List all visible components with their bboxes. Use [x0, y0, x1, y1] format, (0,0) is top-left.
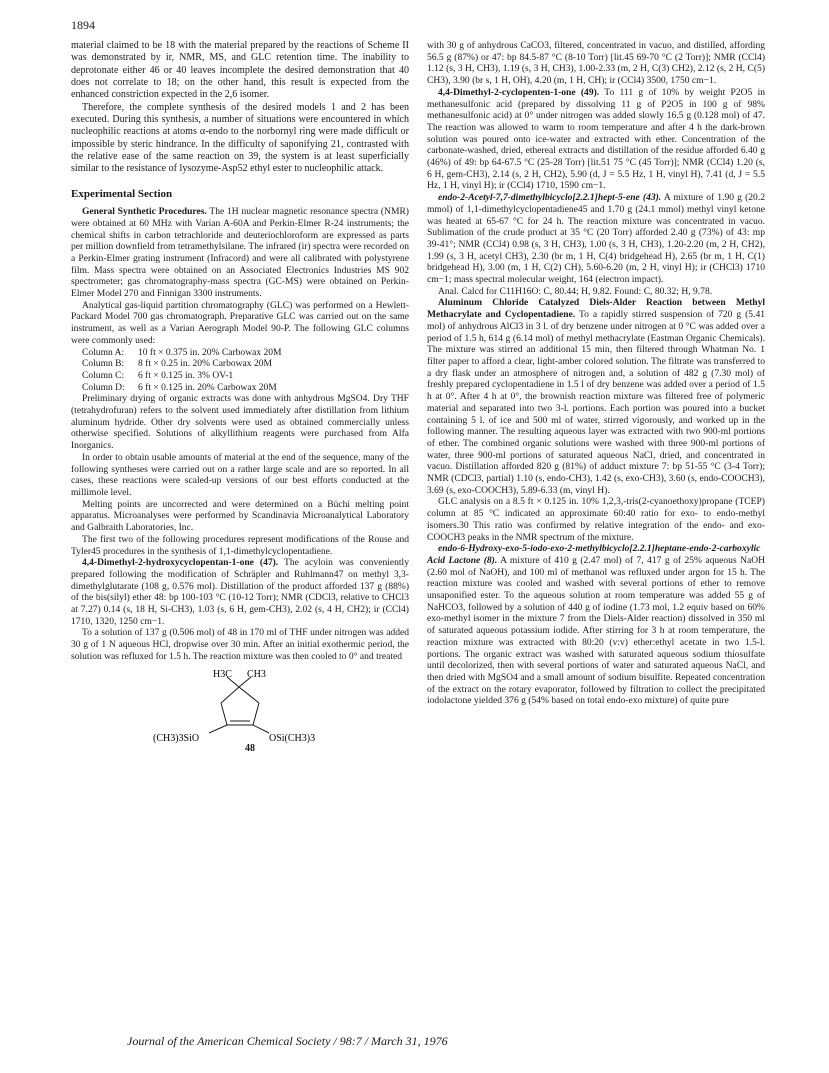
glc-paragraph: Analytical gas-liquid partition chromatography (GLC) was performed on a Hewlett-Packard Model 700 gas chromatograph. Preparative GLC was carried out on the same instrument, as well as a Varian Aerograph Model 90-P. The following GLC columns were commonly used:: [71, 299, 409, 346]
acetyl-body: A mixture of 1.90 g (20.2 mmol) of 1,1-dimethylcyclopentadiene45 and 1.70 g (24.1 mmol) methyl vinyl ketone was heated at 65-67 °C for 24 h. The reaction mixture was concentrated in vacuo. Sublimation of the crude product at 35 °C (20 Torr) afforded 2.40 g (73%) of 43: mp 39-41°; NMR (CCl4) 0.98 (s, 3 H, CH3), 1.00 (s, 3 H, CH3), 1.20-2.20 (m, 2 H, CH2), 1.99 (s, 3 H, acetyl CH3), 2.30 (br m, 1 H, C(4) bridgehead H), 2.65 (br m, 1 H, C(1) bridgehead H), 3.00 (m, 1 H, C(2) CH), 5.60-6.20 (m, 2 H, vinyl H); ir (CHCl3) 1710 cm−1; mass spectral molecular weight, 164 (electron impact).: [427, 192, 765, 286]
page-number: 1894: [71, 18, 95, 32]
intro-paragraph-1: material claimed to be 18 with the material prepared by the reactions of Scheme II was demonstrated by ir, NMR, MS, and GLC retention time. The inability to deprotonate either 46 or 40 leaves incomplete the desired demonstration that 40 does not correlate to 18; on the other hand, this result is expected from the enhanced constriction expected in the 2,6 isomer.: [71, 40, 409, 101]
glc-analysis-paragraph: GLC analysis on a 8.5 ft × 0.125 in. 10% 1,2,3,-tris(2-cyanoethoxy)propane (TCEP) column at 85 °C indicated an approximate 60:40 ratio for exo- to endo-methyl isomers.30 This ratio was confirmed by relative integration of the endo- and exo-COOCH3 peaks in the NMR spectrum of the mixture.: [427, 496, 765, 543]
glc-column-spec: 6 ft × 0.125 in. 3% OV-1: [138, 369, 234, 381]
lactone-paragraph: [427, 543, 765, 707]
glc-column-row: [82, 358, 409, 370]
general-procedures-title: General Synthetic Procedures.: [82, 206, 207, 218]
acyloin-body: The acyloin was conveniently prepared following the modification of Schräpler and Ruhlmann47 on methyl 3,3-dimethylglutarate (108 g, 0.576 mol). Distillation of the product afforded 137 g (88%) of the bis(silyl) ether 48: bp 100-103 °C (10-12 Torr); NMR (CDCl3, relative to CHCl3 at 7.27) 0.14 (s, 18 H, Si-CH3), 1.03 (s, 6 H, gem-CH3), 2.02 (s, 4 H, CH2); ir (CCl4) 1710, 1320, 1250 cm−1.: [71, 557, 409, 627]
glc-column-label: Column C:: [82, 369, 125, 381]
left-column: [71, 40, 409, 759]
glc-column-label: Column A:: [82, 346, 125, 358]
glc-column-spec: 10 ft × 0.375 in. 20% Carbowax 20M: [138, 346, 282, 358]
glc-column-label: Column B:: [82, 358, 125, 370]
acetyl-paragraph: [427, 192, 765, 286]
hydrolysis-paragraph: To a solution of 137 g (0.506 mol) of 48 in 170 ml of THF under nitrogen was added 30 g of 1 N aqueous HCl, dropwise over 30 min. After an initial exothermic period, the solution was refluxed for 1.5 h. The reaction mixture was then cooled to 0° and treated: [71, 627, 409, 662]
right-column: [427, 40, 765, 707]
alcl3-paragraph: [427, 297, 765, 496]
melting-point-paragraph: Melting points are uncorrected and were determined on a Büchi melting point apparatus. Microanalyses were performed by Scandinavia Microanalytical Laboratory and Galbraith Laboratories, Inc.: [71, 498, 409, 534]
enone-title: 4,4-Dimethyl-2-cyclopenten-1-one (49).: [438, 86, 600, 98]
silyloxy-label-left: (CH3)3SiO: [153, 732, 200, 744]
journal-footer: Journal of the American Chemical Society / 98:7 / March 31, 1976: [127, 1034, 448, 1048]
lactone-title: endo-6-Hydroxy-exo-5-iodo-exo-2-methylbicyclo[2.2.1]heptane-endo-2-carboxylic Acid Lactone (8).: [427, 543, 761, 566]
lactone-body: A mixture of 410 g (2.47 mol) of 7, 417 g of 25% aqueous NaOH (2.60 mol of NaOH), and 100 ml of methanol was refluxed under argon for 15 h. The reaction mixture was cooled and washed with several portions of ether to remove unsaponified ester. To the aqueous solution at room temperature was added 55 g of NaHCO3, followed by a solution of 440 g of iodine (1.73 mol, 1.2 equiv based on 60% exo-methyl isomer in the mixture 7 from the Diels-Alder reaction) dissolved in 350 ml of saturated aqueous potassium iodide. After stirring for 3 h at room temperature, the reaction mixture was extracted with 80:20 (v:v) ether:ethyl acetate in two 1.5-l. portions. The organic extract was washed with saturated aqueous sodium thiosulfate until decolorized, then with several portions of water and saturated aqueous NaCl, and then dried with MgSO4 and a small amount of sodium bisulfite. Repeated concentration of the extract on the rotary evaporator, followed by filtration to collect the precipitated iodolactone yielded 376 g (54% based on total endo-exo mixture) of quite pure: [427, 554, 766, 707]
intro-paragraph-2: Therefore, the complete synthesis of the desired models 1 and 2 has been executed. During this synthesis, a number of situations were encountered in which nucleophilic reactions at atoms α-endo to the norbornyl ring were made difficult or impossible by steric hindrance. In the difficulty of saponifying 21, contrasted with the relative ease of the same reaction on 39, the system is at least superficially similar to the resistance of lysozyme-Asp52 ethyl ester to nucleophilic attack.: [71, 101, 409, 175]
glc-columns-list: [82, 347, 409, 394]
silyloxy-label-right: OSi(CH3)3: [269, 732, 316, 744]
compound-48-drawing: [71, 667, 409, 759]
acyloin-paragraph: [71, 557, 409, 627]
analysis-paragraph: Anal. Calcd for C11H16O: C, 80.44; H, 9.82. Found: C, 80.32; H, 9.78.: [438, 285, 713, 297]
compound-number: 48: [245, 742, 255, 754]
alcl3-title: Aluminum Chloride Catalyzed Diels-Alder Reaction between Methyl Methacrylate and Cyclopentadiene.: [427, 297, 765, 321]
enone-paragraph: [427, 87, 765, 192]
enone-body: To 111 g of 10% by weight P2O5 in methanesulfonic acid (prepared by dissolving 11 g of P2O5 in 100 g of 98% methanesulfonic acid) at 0° under nitrogen was added slowly 16.5 g (0.128 mol) of 47. The reaction was allowed to warm to room temperature and after 4 h the dark-brown solution was poured onto ice-water and extracted with ether. Concentration of the carbonate-washed, dried, ethereal extracts and distillation of the residue afforded 6.40 g (46%) of 49: bp 64-67.5 °C (25-28 Torr) [lit.51 75 °C (45 Torr)]; NMR (CCl4) 1.20 (s, 6 H, gem-CH3), 2.14 (s, 2 H, CH2), 5.90 (d, J = 5.5 Hz, 1 H, vinyl H), 7.41 (d, J = 5.5 Hz, 1 H, vinyl H); ir (CCl4) 1710, 1590 cm−1.: [427, 86, 765, 192]
general-procedures-body: The 1H nuclear magnetic resonance spectra (NMR) were obtained at 60 MHz with Varian A-60A and Perkin-Elmer R-24 instruments; the chemical shifts in carbon tetrachloride and deuteriochloroform are expressed as parts per million downfield from tetramethylsilane. The infrared (ir) spectra were recorded on a Perkin-Elmer grating instrument (Infracord) and were all calibrated with polystyrene film. Mass spectra were obtained on an Associated Electronics Industries MS 902 spectrometer; gas chromatography-mass spectra (GC-MS) were obtained on Perkin-Elmer Model 270 and Finnigan 3300 instruments.: [71, 206, 409, 300]
experimental-section-heading: Experimental Section: [71, 187, 173, 200]
glc-column-row: [82, 370, 409, 382]
general-procedures-paragraph: [71, 206, 409, 300]
acyloin-title: 4,4-Dimethyl-2-hydroxycyclopentan-1-one (47).: [82, 557, 279, 569]
glc-column-row: [82, 347, 409, 359]
first-two-procedures-paragraph: The first two of the following procedures represent modifications of the Rouse and Tyler45 procedures in the synthesis of 1,1-dimethylcyclopentadiene.: [71, 533, 409, 557]
methyl-label-right: CH3: [247, 668, 266, 680]
drying-paragraph: Preliminary drying of organic extracts was done with anhydrous MgSO4. Dry THF (tetrahydrofuran) refers to the solvent used immediately after distillation from lithium aluminum hydride. Other dry solvents were used as obtained commercially unless otherwise specified. Solutions of alkyllithium reagents were purchased from Alfa Inorganics.: [71, 393, 409, 452]
glc-column-label: Column D:: [82, 381, 125, 393]
compound-48-structure: [71, 667, 409, 759]
scale-paragraph: In order to obtain usable amounts of material at the end of the sequence, many of the following syntheses were carried out on a rather large scale and are so reported. In all cases, these reactions were scaled-up versions of our best efforts conducted at the millimole level.: [71, 451, 409, 498]
acetyl-title: endo-2-Acetyl-7,7-dimethylbicyclo[2.2.1]hept-5-ene (43).: [438, 192, 662, 204]
glc-column-row: [82, 382, 409, 394]
glc-column-spec: 6 ft × 0.125 in. 20% Carbowax 20M: [138, 381, 277, 393]
methyl-label-left: H3C: [213, 668, 232, 680]
alcl3-body: To a rapidly stirred suspension of 720 g (5.41 mol) of anhydrous AlCl3 in 3 l. of dry benzene under nitrogen at 0 °C was added over a period of 1.5 h, 614 g (6.14 mol) of methyl methacrylate (Eastman Organic Chemicals). The mixture was stirred an additional 15 min, then filtered through Whatman No. 1 filter paper to afford a clear, light-amber colored solution. The filtrate was transferred to a dry flask under an atmosphere of nitrogen and, a solution of 482 g (7.30 mol) of freshly prepared cyclopentadiene in 1.5 l of dry benzene was added over a period of 1.5 h at 0°. After 4 h at 0°, the brownish reaction mixture was filtered free of polymeric material and separated into two 3-l. portions. Each portion was poured into a bucket containing 5 l. of ice and 500 ml of water, stirred vigorously, and worked up in the following manner. The resulting aqueous layer was extracted with two 900-ml portions of ether. The combined organic solutions were washed with three 900-ml portions of water, three 900-ml portions of saturated aqueous NaCl, dried, and concentrated in vacuo. Distillation afforded 820 g (81%) of adduct mixture 7: bp 51-55 °C (3-4 Torr); NMR (CDCl3, partial) 1.10 (s, endo-CH3), 1.42 (s, exo-CH3), 3.60 (s, endo-COOCH3), 3.69 (s, exo-COOCH3), 5.89-6.33 (m, vinyl H).: [427, 309, 765, 496]
glc-column-spec: 8 ft × 0.25 in. 20% Carbowax 20M: [138, 358, 272, 370]
continuation-paragraph: with 30 g of anhydrous CaCO3, filtered, concentrated in vacuo, and distilled, affording 56.5 g (87%) or 47: bp 84.5-87 °C (8-10 Torr) [lit.45 69-70 °C (2 Torr)]; NMR (CCl4) 1.12 (s, 3 H, CH3), 1.19 (s, 3 H, CH3), 1.00-2.33 (m, 2 H, C(3) CH2), 2.12 (s, 2 H, C(5) CH3), 3.90 (br s, 1 H, OH), 4.20 (m, 1 H, CH); ir (CCl4) 3500, 1750 cm−1.: [427, 40, 765, 87]
